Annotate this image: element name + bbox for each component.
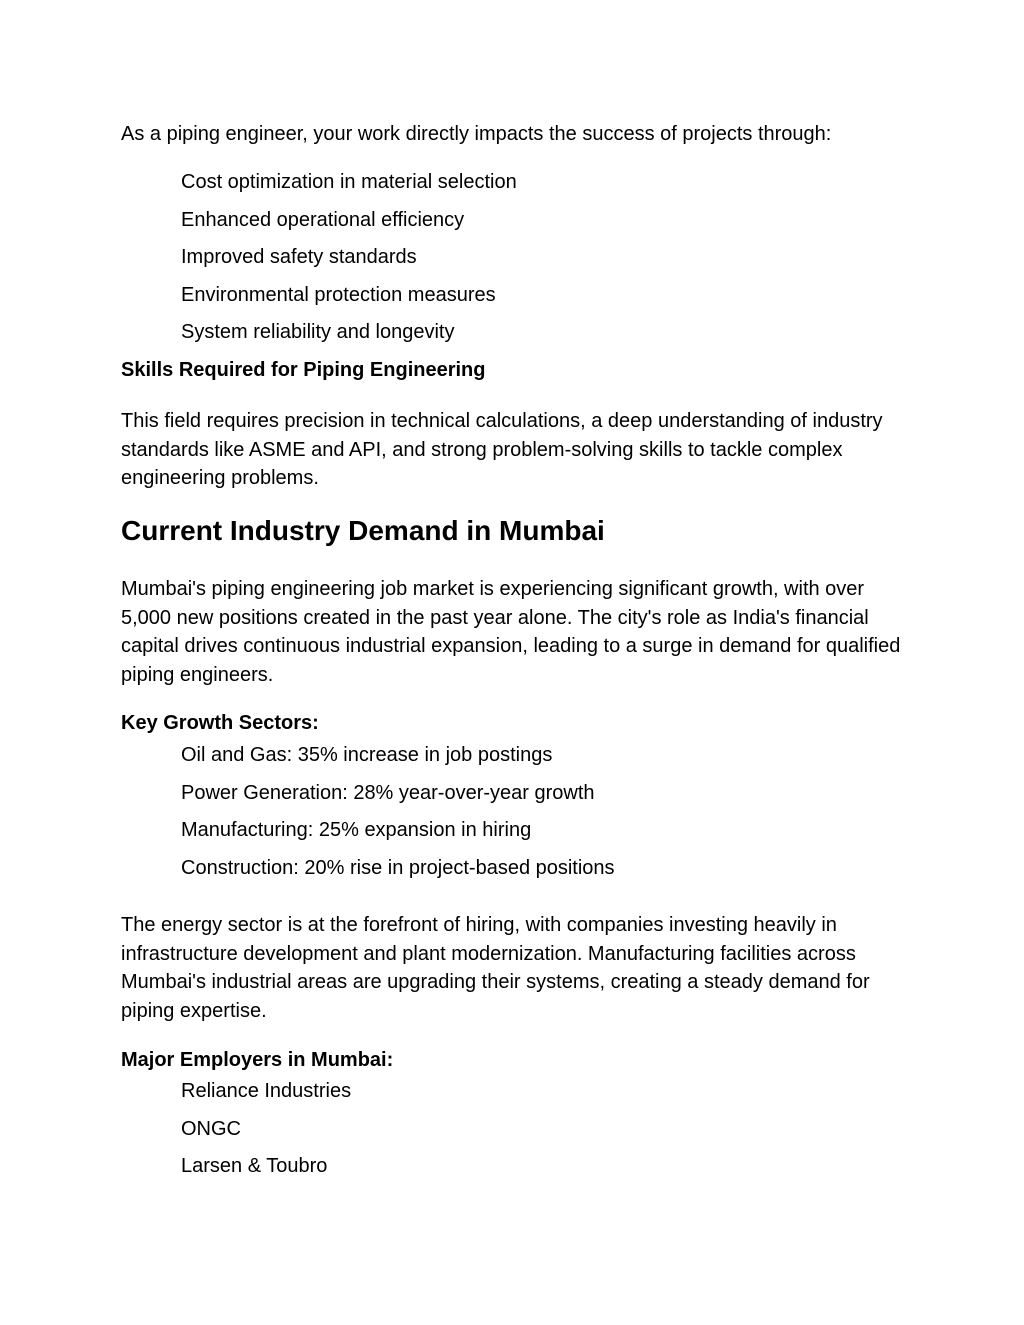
list-item: ONGC (181, 1117, 241, 1140)
intro-text: As a piping engineer, your work directly impacts the success of projects through: (121, 123, 832, 145)
list-item: Enhanced operational efficiency (181, 208, 465, 231)
energy-paragraph: The energy sector is at the forefront of hiring, with companies investing heavily in infrastructure development and plant modernization. Manufacturing facilities across Mumbai's industrial areas are upgrading their systems, creating a steady demand for piping expertise. (121, 914, 870, 1023)
list-item: Cost optimization in material selection (181, 171, 517, 193)
list-item: Reliance Industries (181, 1080, 352, 1102)
list-item: Larsen & Toubro (181, 1155, 328, 1177)
impact-list (181, 169, 517, 357)
growth-sectors-list (181, 742, 615, 892)
list-item: Construction: 20% rise in project-based positions (181, 856, 615, 879)
list-item: Oil and Gas: 35% increase in job postings (181, 744, 553, 766)
list-item: Power Generation: 28% year-over-year growth (181, 781, 595, 804)
skills-paragraph: This field requires precision in technical calculations, a deep understanding of industry standards like ASME and API, and strong problem-solving skills to tackle complex engineering problems. (121, 410, 883, 490)
list-item: Environmental protection measures (181, 283, 496, 306)
skills-heading: Skills Required for Piping Engineering (121, 359, 486, 381)
growth-sectors-heading: Key Growth Sectors: (121, 712, 319, 734)
list-item: Improved safety standards (181, 246, 417, 268)
employers-heading: Major Employers in Mumbai: (121, 1049, 394, 1071)
demand-heading: Current Industry Demand in Mumbai (121, 515, 605, 546)
employers-list (181, 1078, 351, 1191)
list-item: Manufacturing: 25% expansion in hiring (181, 819, 532, 841)
demand-paragraph: Mumbai's piping engineering job market is experiencing significant growth, with over 5,000 new positions created in the past year alone. The city's role as India's financial capital drives continuous industrial expansion, leading to a surge in demand for qualified piping engineers. (121, 578, 901, 687)
list-item: System reliability and longevity (181, 321, 455, 343)
